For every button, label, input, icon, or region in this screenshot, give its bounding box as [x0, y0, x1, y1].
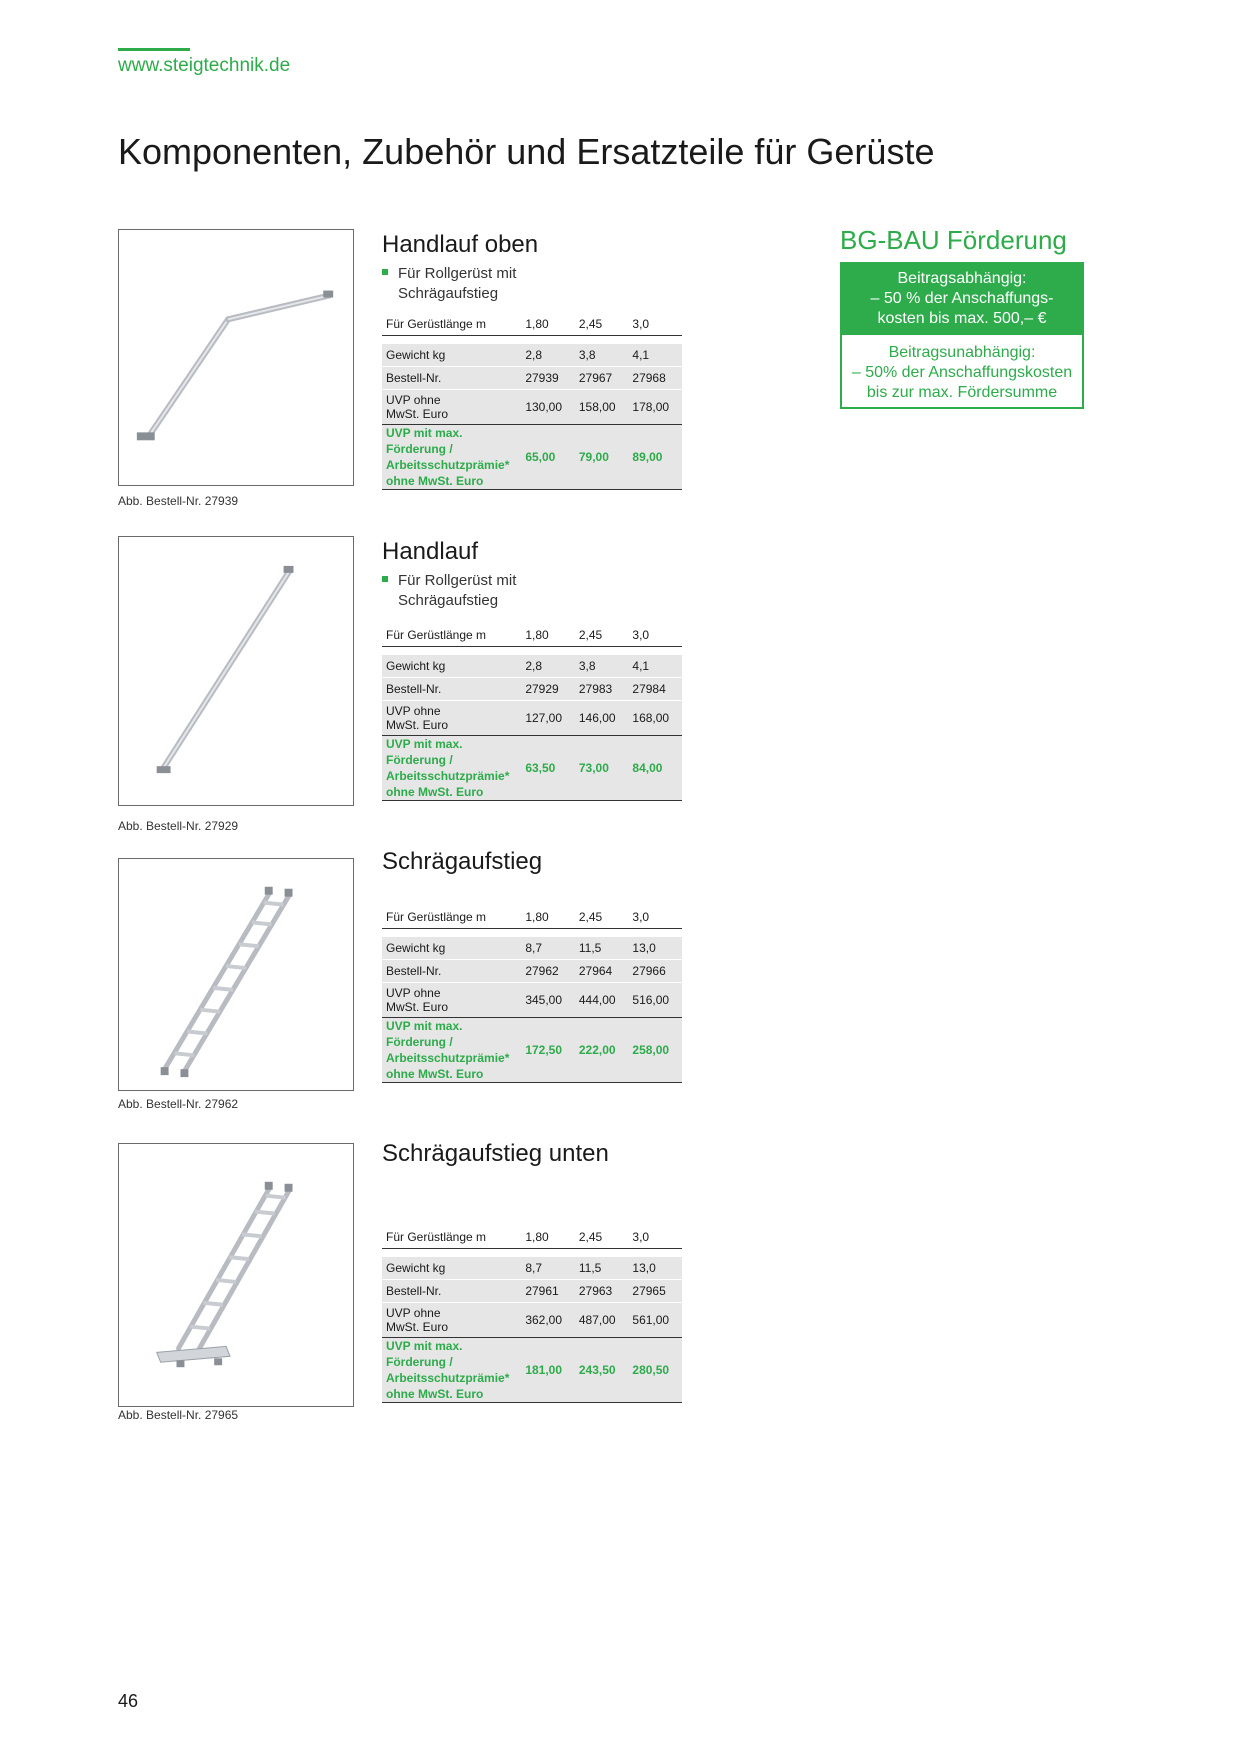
- row-label: UVP ohne MwSt. Euro: [382, 390, 521, 425]
- bullet-text: Schrägaufstieg: [398, 592, 499, 609]
- uvp-price: 127,00: [521, 701, 575, 736]
- weight-value: 11,5: [575, 937, 629, 960]
- row-label: Für Gerüstlänge m: [386, 1230, 487, 1244]
- foerderung-line: bis zur max. Fördersumme: [866, 384, 1058, 401]
- table-row: [382, 960, 682, 983]
- order-number: 27929: [521, 678, 575, 701]
- table-row: [382, 425, 682, 490]
- spec-table-schraegaufstieg: [382, 906, 682, 1083]
- table-row: [382, 906, 682, 929]
- length-value: 3,0: [632, 317, 650, 331]
- weight-value: 3,8: [575, 344, 629, 367]
- uvp-foerderung-price: 84,00: [628, 736, 682, 801]
- length-value: 1,80: [525, 910, 549, 924]
- order-number: 27983: [575, 678, 629, 701]
- length-value: 3,0: [632, 1230, 650, 1244]
- table-row: [382, 736, 682, 801]
- row-label: UVP mit max. Förderung / Arbeitsschutzprämie* ohne MwSt. Euro: [382, 425, 521, 490]
- uvp-foerderung-price: 63,50: [521, 736, 575, 801]
- product-bullet: [382, 264, 558, 304]
- table-row: [382, 1018, 682, 1083]
- page-number: 46: [118, 1691, 139, 1711]
- spec-table-handlauf: [382, 624, 682, 801]
- product-title: Handlauf oben: [382, 231, 539, 258]
- uvp-foerderung-price: 73,00: [575, 736, 629, 801]
- order-number: 27967: [575, 367, 629, 390]
- image-caption: Abb. Bestell-Nr. 27965: [118, 1408, 239, 1422]
- bullet-square-icon: [382, 576, 388, 582]
- table-row: [382, 344, 682, 367]
- length-value: 2,45: [578, 910, 603, 924]
- length-value: 1,80: [525, 317, 549, 331]
- handrail-illustration: [119, 537, 353, 805]
- table-row: [382, 655, 682, 678]
- image-caption: Abb. Bestell-Nr. 27962: [118, 1097, 239, 1111]
- bullet-text: Für Rollgerüst mit: [398, 572, 517, 589]
- product-image-handlauf-oben: [118, 229, 354, 486]
- product-image-schraegaufstieg-unten: [118, 1143, 354, 1407]
- foerderung-title: BG-BAU Förderung: [840, 225, 1067, 255]
- row-label: UVP mit max. Förderung / Arbeitsschutzprämie* ohne MwSt. Euro: [382, 1018, 521, 1083]
- uvp-price: 516,00: [628, 983, 682, 1018]
- length-value: 2,45: [578, 1230, 603, 1244]
- order-number: 27964: [575, 960, 629, 983]
- uvp-foerderung-price: 65,00: [521, 425, 575, 490]
- table-row: [382, 983, 682, 1018]
- row-label: Gewicht kg: [382, 655, 521, 678]
- table-divider: [382, 1249, 682, 1258]
- uvp-price: 362,00: [521, 1303, 575, 1338]
- weight-value: 13,0: [628, 1257, 682, 1280]
- order-number: 27962: [521, 960, 575, 983]
- uvp-price: 487,00: [575, 1303, 629, 1338]
- order-number: 27965: [628, 1280, 682, 1303]
- uvp-foerderung-price: 222,00: [575, 1018, 629, 1083]
- foerderung-line: Beitragsunabhängig:: [888, 344, 1036, 361]
- table-row: [382, 390, 682, 425]
- order-number: 27939: [521, 367, 575, 390]
- uvp-foerderung-price: 89,00: [628, 425, 682, 490]
- length-value: 1,80: [525, 1230, 549, 1244]
- product-title: Schrägaufstieg unten: [382, 1140, 609, 1167]
- uvp-price: 561,00: [628, 1303, 682, 1338]
- uvp-price: 158,00: [575, 390, 629, 425]
- table-divider: [382, 929, 682, 938]
- foerderung-line: Beitragsabhängig:: [897, 270, 1027, 287]
- table-row: [382, 1226, 682, 1249]
- order-number: 27963: [575, 1280, 629, 1303]
- ladder-illustration: [119, 859, 353, 1090]
- uvp-price: 168,00: [628, 701, 682, 736]
- uvp-foerderung-price: 172,50: [521, 1018, 575, 1083]
- table-row: [382, 937, 682, 960]
- weight-value: 8,7: [521, 937, 575, 960]
- uvp-foerderung-price: 280,50: [628, 1338, 682, 1403]
- weight-value: 11,5: [575, 1257, 629, 1280]
- uvp-price: 444,00: [575, 983, 629, 1018]
- bullet-text: Für Rollgerüst mit: [398, 265, 517, 282]
- row-label: UVP mit max. Förderung / Arbeitsschutzprämie* ohne MwSt. Euro: [382, 1338, 521, 1403]
- product-title: Schrägaufstieg: [382, 848, 543, 875]
- uvp-foerderung-price: 181,00: [521, 1338, 575, 1403]
- site-url[interactable]: www.steigtechnik.de: [118, 55, 291, 76]
- order-number: 27984: [628, 678, 682, 701]
- spec-table-schraegaufstieg-unten: [382, 1226, 682, 1403]
- weight-value: 4,1: [628, 655, 682, 678]
- uvp-foerderung-price: 258,00: [628, 1018, 682, 1083]
- row-label: Für Gerüstlänge m: [386, 317, 487, 331]
- order-number: 27966: [628, 960, 682, 983]
- row-label: UVP mit max. Förderung / Arbeitsschutzprämie* ohne MwSt. Euro: [382, 736, 521, 801]
- row-label: Gewicht kg: [382, 937, 521, 960]
- row-label: UVP ohne MwSt. Euro: [382, 983, 521, 1018]
- weight-value: 8,7: [521, 1257, 575, 1280]
- row-label: UVP ohne MwSt. Euro: [382, 1303, 521, 1338]
- length-value: 2,45: [578, 317, 603, 331]
- page-title: Komponenten, Zubehör und Ersatzteile für Gerüste: [118, 131, 935, 172]
- uvp-price: 345,00: [521, 983, 575, 1018]
- uvp-price: 130,00: [521, 390, 575, 425]
- uvp-foerderung-price: 79,00: [575, 425, 629, 490]
- length-value: 1,80: [525, 628, 549, 642]
- length-value: 3,0: [632, 910, 650, 924]
- product-image-schraegaufstieg: [118, 858, 354, 1091]
- foerderung-line: – 50 % der Anschaffungs-: [870, 290, 1054, 307]
- table-row: [382, 1303, 682, 1338]
- weight-value: 2,8: [521, 344, 575, 367]
- row-label: Gewicht kg: [382, 344, 521, 367]
- uvp-foerderung-price: 243,50: [575, 1338, 629, 1403]
- product-bullet: [382, 571, 558, 611]
- table-row: [382, 701, 682, 736]
- header-accent-bar: [118, 48, 190, 51]
- table-row: [382, 1338, 682, 1403]
- order-number: 27961: [521, 1280, 575, 1303]
- uvp-price: 146,00: [575, 701, 629, 736]
- foerderung-line: – 50% der Anschaffungskosten: [851, 364, 1073, 381]
- foerderung-box-bottom: [842, 335, 1082, 407]
- weight-value: 13,0: [628, 937, 682, 960]
- bullet-text: Schrägaufstieg: [398, 285, 499, 302]
- weight-value: 4,1: [628, 344, 682, 367]
- bullet-square-icon: [382, 269, 388, 275]
- ladder-bottom-illustration: [119, 1144, 353, 1406]
- table-divider: [382, 647, 682, 656]
- image-caption: Abb. Bestell-Nr. 27939: [118, 494, 239, 508]
- image-caption: Abb. Bestell-Nr. 27929: [118, 819, 239, 833]
- foerderung-box-top: [842, 264, 1082, 335]
- table-divider: [382, 336, 682, 345]
- product-title: Handlauf: [382, 538, 479, 565]
- uvp-price: 178,00: [628, 390, 682, 425]
- order-number: 27968: [628, 367, 682, 390]
- spec-table-handlauf-oben: [382, 313, 682, 490]
- row-label: Bestell-Nr.: [382, 960, 521, 983]
- row-label: Für Gerüstlänge m: [386, 628, 487, 642]
- row-label: Bestell-Nr.: [382, 1280, 521, 1303]
- table-row: [382, 678, 682, 701]
- product-image-handlauf: [118, 536, 354, 806]
- weight-value: 2,8: [521, 655, 575, 678]
- length-value: 3,0: [632, 628, 650, 642]
- table-row: [382, 624, 682, 647]
- row-label: Bestell-Nr.: [382, 367, 521, 390]
- row-label: Gewicht kg: [382, 1257, 521, 1280]
- length-value: 2,45: [578, 628, 603, 642]
- foerderung-line: kosten bis max. 500,– €: [877, 310, 1047, 327]
- handrail-top-illustration: [119, 230, 353, 485]
- weight-value: 3,8: [575, 655, 629, 678]
- row-label: UVP ohne MwSt. Euro: [382, 701, 521, 736]
- row-label: Für Gerüstlänge m: [386, 910, 487, 924]
- table-row: [382, 367, 682, 390]
- row-label: Bestell-Nr.: [382, 678, 521, 701]
- table-row: [382, 313, 682, 336]
- foerderung-box: [840, 262, 1084, 409]
- table-row: [382, 1257, 682, 1280]
- table-row: [382, 1280, 682, 1303]
